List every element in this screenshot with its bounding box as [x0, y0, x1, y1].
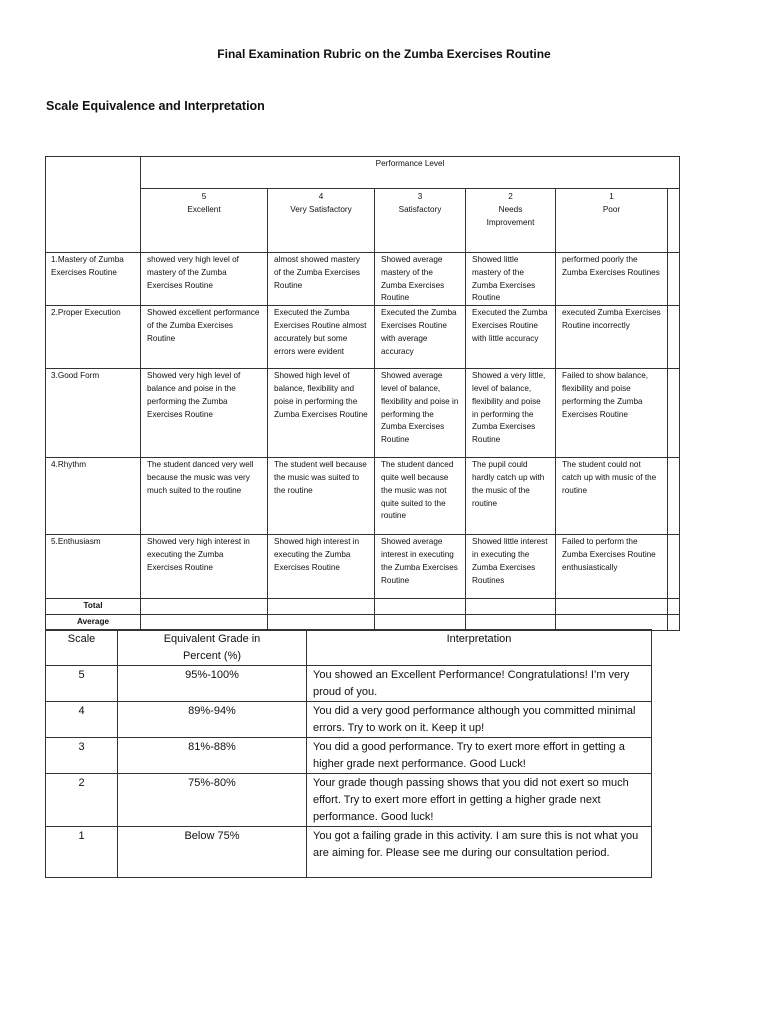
scale-row	[46, 774, 652, 827]
level-score: 4	[318, 192, 324, 201]
scale-value: 2	[46, 774, 118, 827]
rubric-cell: Executed the Zumba Exercises Routine with average accuracy	[375, 306, 466, 369]
rubric-cell: Showed average interest in executing the Zumba Exercises Routine	[375, 535, 466, 599]
level-header	[556, 189, 668, 253]
empty-cell	[668, 369, 680, 458]
empty-cell	[668, 189, 680, 253]
interpretation-text: You got a failing grade in this activity. I am sure this is not what you are aiming for. Please see me during our consultation period.	[307, 827, 652, 878]
document-title: Final Examination Rubric on the Zumba Exercises Routine	[217, 47, 551, 61]
grade-range: 81%-88%	[118, 738, 307, 774]
empty-cell	[466, 599, 556, 615]
level-label: Needs Improvement	[486, 204, 535, 227]
scale-value: 4	[46, 702, 118, 738]
rubric-cell: Showed high level of balance, flexibility and poise in performing the Zumba Exercises Routine	[268, 369, 375, 458]
empty-cell	[141, 599, 268, 615]
scale-row	[46, 827, 652, 878]
scale-header-row	[46, 630, 652, 666]
rubric-cell: The student danced very well because the music was very much suited to the routine	[141, 458, 268, 535]
rubric-cell: Showed little mastery of the Zumba Exercises Routine	[466, 253, 556, 306]
table-row	[46, 535, 680, 599]
scale-row	[46, 738, 652, 774]
rubric-cell: Showed very high interest in executing the Zumba Exercises Routine	[141, 535, 268, 599]
criterion-name: 2.Proper Execution	[46, 306, 141, 369]
empty-cell	[375, 599, 466, 615]
level-header	[466, 189, 556, 253]
interpretation-text: You did a good performance. Try to exert more effort in getting a higher grade next performance. Good Luck!	[307, 738, 652, 774]
empty-cell	[668, 306, 680, 369]
table-row	[46, 306, 680, 369]
grade-header: Equivalent Grade in Percent (%)	[118, 630, 307, 666]
empty-cell	[668, 615, 680, 631]
rubric-cell: Executed the Zumba Exercises Routine with little accuracy	[466, 306, 556, 369]
scale-row	[46, 666, 652, 702]
interpretation-text: Your grade though passing shows that you did not exert so much effort. Try to exert more effort in getting a higher grade next performance. Good luck!	[307, 774, 652, 827]
criterion-name: 4.Rhythm	[46, 458, 141, 535]
rubric-cell: Showed average mastery of the Zumba Exercises Routine	[375, 253, 466, 306]
rubric-cell: performed poorly the Zumba Exercises Routines	[556, 253, 668, 306]
section-heading: Scale Equivalence and Interpretation	[46, 99, 265, 113]
rubric-table	[45, 156, 680, 631]
criterion-name: 1.Mastery of Zumba Exercises Routine	[46, 253, 141, 306]
rubric-cell: The student could not catch up with music of the routine	[556, 458, 668, 535]
level-label: Excellent	[187, 204, 221, 214]
rubric-cell: executed Zumba Exercises Routine incorrectly	[556, 306, 668, 369]
level-header	[268, 189, 375, 253]
level-header	[375, 189, 466, 253]
level-score: 1	[609, 192, 614, 201]
interpretation-header: Interpretation	[307, 630, 652, 666]
table-row	[46, 458, 680, 535]
empty-cell	[668, 253, 680, 306]
average-label: Average	[46, 615, 141, 631]
scale-value: 5	[46, 666, 118, 702]
level-header	[141, 189, 268, 253]
scale-header: Scale	[46, 630, 118, 666]
total-row	[46, 599, 680, 615]
rubric-header-row	[46, 157, 680, 189]
grade-range: 95%-100%	[118, 666, 307, 702]
table-row	[46, 253, 680, 306]
scale-table	[45, 629, 652, 878]
level-score: 2	[508, 192, 513, 201]
level-label: Poor	[602, 204, 621, 214]
empty-cell	[668, 599, 680, 615]
rubric-cell: The student well because the music was suited to the routine	[268, 458, 375, 535]
rubric-cell: Executed the Zumba Exercises Routine almost accurately but some errors were evident	[268, 306, 375, 369]
rubric-cell: Showed very high level of balance and poise in the performing the Zumba Exercises Routine	[141, 369, 268, 458]
empty-cell	[268, 599, 375, 615]
scale-value: 3	[46, 738, 118, 774]
level-label: Satisfactory	[398, 204, 442, 214]
table-row	[46, 369, 680, 458]
empty-cell	[556, 599, 668, 615]
rubric-cell: Failed to perform the Zumba Exercises Routine enthusiastically	[556, 535, 668, 599]
performance-level-header: Performance Level	[141, 157, 680, 189]
rubric-cell: The pupil could hardly catch up with the music of the routine	[466, 458, 556, 535]
empty-cell	[668, 458, 680, 535]
scale-value: 1	[46, 827, 118, 878]
grade-range: 75%-80%	[118, 774, 307, 827]
rubric-cell: Showed high interest in executing the Zumba Exercises Routine	[268, 535, 375, 599]
scale-row	[46, 702, 652, 738]
rubric-corner-cell	[46, 157, 141, 253]
interpretation-text: You showed an Excellent Performance! Congratulations! I’m very proud of you.	[307, 666, 652, 702]
rubric-cell: almost showed mastery of the Zumba Exercises Routine	[268, 253, 375, 306]
criterion-name: 3.Good Form	[46, 369, 141, 458]
level-score: 3	[417, 192, 423, 201]
rubric-cell: Showed excellent performance of the Zumba Exercises Routine	[141, 306, 268, 369]
total-label: Total	[46, 599, 141, 615]
criterion-name: 5.Enthusiasm	[46, 535, 141, 599]
rubric-cell: Showed little interest in executing the Zumba Exercises Routines	[466, 535, 556, 599]
rubric-cell: showed very high level of mastery of the Zumba Exercises Routine	[141, 253, 268, 306]
level-header-row	[46, 189, 680, 253]
rubric-cell: Showed average level of balance, flexibility and poise in performing the Zumba Exercises Routine	[375, 369, 466, 458]
level-label: Very Satisfactory	[290, 204, 352, 214]
rubric-cell: The student danced quite well because the music was not quite suited to the routine	[375, 458, 466, 535]
empty-cell	[668, 535, 680, 599]
interpretation-text: You did a very good performance although you committed minimal errors. Try to work on it. Keep it up!	[307, 702, 652, 738]
level-score: 5	[201, 192, 207, 201]
grade-range: 89%-94%	[118, 702, 307, 738]
grade-range: Below 75%	[118, 827, 307, 878]
rubric-cell: Failed to show balance, flexibility and poise performing the Zumba Exercises Routine	[556, 369, 668, 458]
rubric-cell: Showed a very little, level of balance, flexibility and poise in performing the Zumba Exercises Routine	[466, 369, 556, 458]
